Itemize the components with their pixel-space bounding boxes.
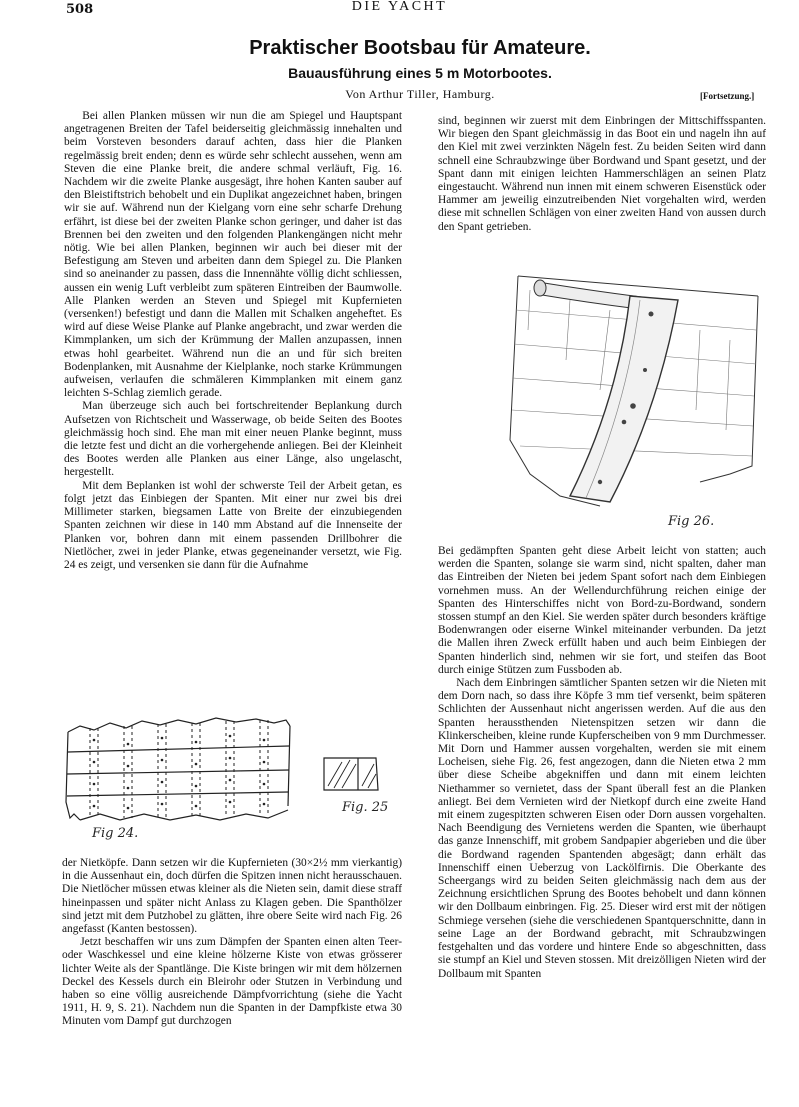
paragraph: sind, beginnen wir zuerst mit dem Einbringen der Mittschiffsspanten. Wir biegen den Spant gleichmässig in das Boot ein und nageln ihn auf den Kiel mit zwei verzinkten Nägeln fest. Zu beiden Seiten wird dann schnell eine Schraubzwinge über Bordwand und Spant gesetzt, und der Spant dann mit einigen leichten Hammerschlägen an seinen Platz eingestaucht. Während nun innen mit einem schweren Eisenstück oder Hammer am jeweilig einzutreibenden Niet vorgehalten wird, werden diese mit schnellen Schlägen von einer zweiten Hand von aussen durch den Spant getrieben.	[438, 115, 766, 233]
article-byline: Von Arthur Tiller, Hamburg.	[345, 87, 495, 101]
paragraph: der Nietköpfe. Dann setzen wir die Kupfernieten (30×2½ mm vierkantig) in die Aussenhaut ein, doch dürfen die Spitzen innen nicht herausschauen. Die Nietlöcher müssen etwas kleiner als die Nieten sein, damit diese straff hineinpassen und später nicht Anlass zu Klagen geben. Die Spanthölzer sind jetzt mit dem Putzhobel zu glätten, ihre obere Seite wird nach Fig. 26 angefasst (Kanten bestossen).	[62, 857, 402, 936]
figure-24-caption: Fig 24.	[92, 826, 139, 841]
paragraph: Jetzt beschaffen wir uns zum Dämpfen der Spanten einen alten Teer- oder Waschkessel und eine kleine hölzerne Kiste von etwas grösserer lichter Weite als der Spantlänge. Die Kiste bringen wir mit dem hölzernen Deckel des Kessels durch ein Bleirohr oder Stutzen in Verbindung und haben so eine völlig ausreichende Dämpfvorrichtung (siehe die Yacht 1911, H. 9, S. 21). Nachdem nun die Spanten in der Dampfkiste etwa 30 Minuten vom Dampf gut durchzogen	[62, 936, 402, 1028]
figure-26-caption: Fig 26.	[668, 514, 715, 529]
paragraph: Bei gedämpften Spanten geht diese Arbeit leicht von statten; auch werden die Spanten, solange sie warm sind, nicht spalten, daher man das Eintreiben der Nieten bei jedem Spant sofort nach dem Einbiegen vornehmen muss. An der Wellendurchführung reichen einige der Spanten des Hinterschiffes nicht von Bord-zu-Bordwand, sondern stossen stumpf an den Kiel. Sie werden später durch besonders kräftige Bodenwrangen oder eiserne Winkel miteinander verbunden. Da jetzt die Mallen ihren Zweck erfüllt haben und auch beim Einbiegen der Spanten hinderlich sind, nehmen wir sie fort, und steifen das Boot durch einige Stützen zum Fussboden ab.	[438, 545, 766, 676]
running-head: DIE YACHT	[351, 0, 448, 14]
right-column-bottom	[438, 545, 766, 1087]
continuation-note: [Fortsetzung.]	[700, 91, 755, 101]
right-column-top	[438, 115, 766, 265]
paragraph: Bei allen Planken müssen wir nun die am Spiegel und Hauptspant angetragenen Breiten der Tafel beiderseitig gleichmässig innehalten und beim Vorsteven besonders darauf achten, dass hier die Planken regelmässig breit enden; denn es würde sehr schlecht aussehen, wenn am Steven die eine Planke breit, die andere schmal verläuft, Fig. 16. Nachdem wir die zweite Planke ausgesägt, ihre hohen Kanten sauber auf den Bleistiftstrich behobelt und ein Duplikat angezeichnet haben, bringen wir sie auf. Während nun der Kielgang vorn eine sehr scharfe Drehung erfährt, ist diese bei der zweiten Planke schon geringer, und daher ist das Brennen bei den zweiten und den folgenden Plankengängen nicht mehr nötig. Wie bei allen Planken, beginnen wir auch bei dieser mit der Befestigung am Steven und arbeiten dann dem Spiegel zu. Die Planken sind so aneinander zu passen, dass die Innennähte völlig dicht schliessen, aussen ein wenig Luft verbleibt zum späteren Eintreiben der Baumwolle. Alle Planken werden an Steven und Spiegel mit Kupfernieten (versenken!) befestigt und dann die Mallen mit Schalken angeheftet. Es wird auf diese Weise Planke auf Planke angebracht, und zwar werden die Kimmplanken, um sich der Krümmung der Mallen anzupassen, innen etwas hohl gearbeitet. Während nun die an und für sich breiten Bodenplanken, mit Ausnahme der Kielplanke, noch starke Krümmungen aufweisen, verlaufen die schmäleren Kimmplanken mit einem ganz leichten S-Schlag ziemlich gerade.	[64, 110, 402, 400]
figure-26-frame-drawing	[500, 270, 762, 538]
paragraph: Man überzeuge sich auch bei fortschreitender Beplankung durch Aufsetzen von Richtscheit und Wasserwage, ob beide Seiten des Bootes gleichmässig hoch sind. Ehe man mit einer neuen Planke beginnt, muss die letzte fest und dicht an die vorhergehende anliegen. Bei der Kleinheit des Bootes werden alle Planken aus einer Länge, also ungelascht, hergestellt.	[64, 400, 402, 479]
article-title: Praktischer Bootsbau für Amateure.	[249, 37, 591, 59]
article-subtitle: Bauausführung eines 5 m Motorbootes.	[288, 65, 552, 81]
page-number: 508	[66, 2, 94, 17]
paragraph: Mit dem Beplanken ist wohl der schwerste Teil der Arbeit getan, es folgt jetzt das Einbiegen der Spanten. Mit einer nur zwei bis drei Millimeter starken, biegsamen Latte von Breite der einzubiegenden Spanten zeichnen wir diese in 140 mm Abstand auf die Innenseite der Planken vor, bohren dann mit einem passenden Drillbohrer die Nietlöcher, zwei in jeder Planke, etwas gegeneinander versetzt, wie Fig. 24 es zeigt, und versenken sie dann für die Aufnahme	[64, 479, 402, 571]
paragraph: Nach dem Einbringen sämtlicher Spanten setzen wir die Nieten mit dem Dorn nach, so dass ihre Köpfe 3 mm tief versenkt, beim späteren Schlichten der Aussenhaut nicht angerissen werden. Auf die aus den Spanten heraussthenden Nietenspitzen setzen wir dann die Klinkerscheiben, kleine runde Kupferscheiben von 9 mm Durchmesser. Mit Dorn und Hammer aussen vorgehalten, werden sie mit einem Locheisen, siehe Fig. 26, fest angezogen, dann die Nieten etwa 2 mm über diese Scheibe abgekniffen und dann mit einem leichten Niethammer so vernietet, dass der Spant überall fest an die Planken anliegt. Bei dem Vernieten wird der Nietkopf durch eine zweite Hand mit einem zugespitzten schweren Eisen oder Dorn aussen vorgehalten. Nach Beendigung des Vernietens werden die Spanten, wie überhaupt das ganze Innenschiff, mit grobem Sandpapier abgerieben und die über die Bordwand ragenden Spantenden abgesägt; dann erhält das Innenschiff einen Ueberzug von Lackölfirnis. Die Oberkante des Scheergangs wird zu beiden Seiten gleichmässig nach dem aus der Zeichnung ersichtlichen Sprung des Bootes behobelt und dann können wir den Dollbaum einbringen. Fig. 25. Dieser wird erst mit der nötigen Schmiege versehen (siehe die verschiedenen Spantquerschnitte, dann in seine Lage an der Bordwand gebracht, mit Schraubzwingen festgehalten und das vordere und hintere Ende so abgeschnitten, dass sie stumpf an Kiel und Steven stossen. Mit dreizölligen Nieten wird der Dollbaum mit Spanten	[438, 677, 766, 980]
left-column-top	[64, 110, 402, 704]
figure-25-caption: Fig. 25	[342, 800, 389, 815]
figure-25-section-drawing	[318, 752, 388, 800]
left-column-bottom	[62, 857, 402, 1087]
